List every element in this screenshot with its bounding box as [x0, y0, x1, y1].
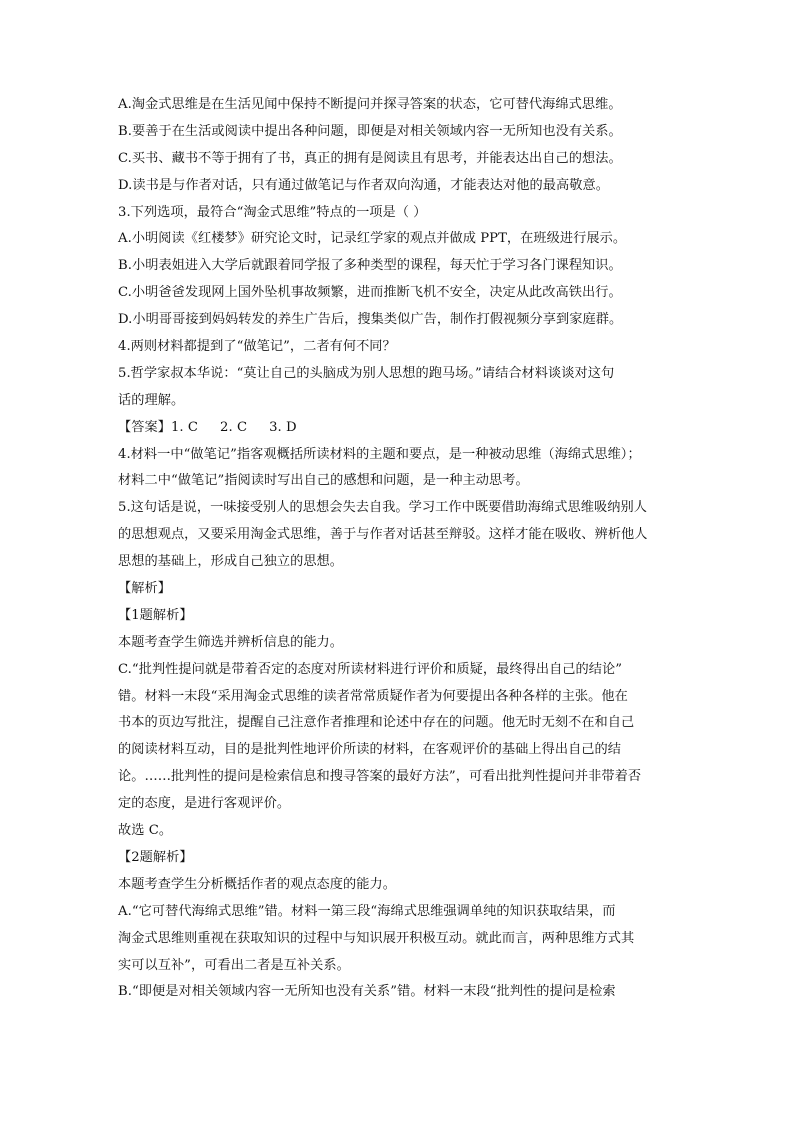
analysis-2-line-3: 实可以互补”，可看出二者是互补关系。 [118, 957, 350, 973]
analysis-1-line-3: 书本的页边写批注，提醒自己注意作者推理和论述中存在的问题。他无时无刻不在和自己 [118, 715, 635, 731]
answer-2: 2. C [220, 419, 248, 435]
answer-4-line-1: 4.材料一中“做笔记”指客观概括所读材料的主题和要点，是一种被动思维（海绵式思维）； [118, 446, 641, 462]
q3-option-c: C.小明爸爸发现网上国外坠机事故频繁，进而推断飞机不安全，决定从此改高铁出行。 [118, 285, 622, 301]
analysis-1-line-4: 的阅读材料互动，目的是批判性地评价所读的材料，在客观评价的基础上得出自己的结 [118, 742, 622, 758]
analysis-1-line-1: C.“批判性提问就是带着否定的态度对所读材料进行评价和质疑，最终得出自己的结论” [118, 661, 623, 677]
analysis-1-conclusion: 故选 C。 [118, 823, 173, 839]
analysis-2-intro: 本题考查学生分析概括作者的观点态度的能力。 [118, 876, 396, 892]
question-5-line-1: 5.哲学家叔本华说：“莫让自己的头脑成为别人思想的跑马场。”请结合材料谈谈对这句 [118, 365, 615, 381]
document-page [118, 92, 684, 1006]
answer-5-line-1: 5.这句话是说，一味接受别人的思想会失去自我。学习工作中既要借助海绵式思维吸纳别人 [118, 500, 647, 516]
analysis-1-line-6: 定的态度，是进行客观评价。 [118, 796, 291, 812]
q3-option-a: A.小明阅读《红楼梦》研究论文时，记录红学家的观点并做成 PPT，在班级进行展示。 [118, 231, 627, 247]
analysis-2-line-1: A.“它可替代海绵式思维”错。材料一第三段“海绵式思维强调单纯的知识获取结果，而 [118, 903, 616, 919]
option-a-line: A.淘金式思维是在生活见闻中保持不断提问并探寻答案的状态，它可替代海绵式思维。 [118, 97, 622, 112]
analysis-1-intro: 本题考查学生筛选并辨析信息的能力。 [118, 634, 344, 650]
answer-5-line-3: 思想的基础上，形成自己独立的思想。 [118, 554, 344, 570]
q3-option-b: B.小明表姐进入大学后就跟着同学报了多种类型的课程，每天忙于学习各门课程知识。 [118, 258, 622, 274]
analysis-1-heading: 【1题解析】 [118, 607, 193, 623]
answer-5-line-2: 的思想观点，又要采用淘金式思维，善于与作者对话甚至辩驳。这样才能在吸收、辨析他人 [118, 527, 648, 543]
question-4: 4.两则材料都提到了“做笔记”，二者有何不同？ [118, 339, 396, 355]
analysis-1-line-2: 错。材料一末段“采用淘金式思维的读者常常质疑作者为何要提出各种各样的主张。他在 [118, 688, 628, 704]
analysis-1-line-5: 论。……批判性的提问是检索信息和搜寻答案的最好方法”，可看出批判性提问并非带着否 [118, 769, 642, 785]
answer-1: 1. C [170, 419, 199, 435]
answer-3: 3. D [269, 419, 297, 435]
question-3: 3.下列选项，最符合“淘金式思维”特点的一项是（ ） [118, 204, 427, 220]
answer-label: 【答案】 [118, 419, 171, 435]
option-c-line: C.买书、藏书不等于拥有了书，真正的拥有是阅读且有思考，并能表达出自己的想法。 [118, 150, 622, 166]
answer-line [118, 415, 684, 442]
analysis-2-line-4: B.“即便是对相关领域内容一无所知也没有关系”错。材料一末段“批判性的提问是检索 [118, 984, 616, 1000]
option-b-line: B.要善于在生活或阅读中提出各种问题，即便是对相关领域内容一无所知也没有关系。 [118, 123, 622, 139]
option-d-line: D.读书是与作者对话，只有通过做笔记与作者双向沟通，才能表达对他的最高敬意。 [118, 177, 609, 193]
analysis-heading: 【解析】 [118, 581, 171, 597]
question-5-line-2: 话的理解。 [118, 392, 185, 408]
analysis-2-heading: 【2题解析】 [118, 849, 193, 865]
analysis-2-line-2: 淘金式思维则重视在获取知识的过程中与知识展开积极互动。就此而言，两种思维方式其 [118, 930, 635, 946]
q3-option-d: D.小明哥哥接到妈妈转发的养生广告后，搜集类似广告，制作打假视频分享到家庭群。 [118, 312, 623, 328]
answer-4-line-2: 材料二中“做笔记”指阅读时写出自己的感想和问题，是一种主动思考。 [118, 473, 529, 489]
